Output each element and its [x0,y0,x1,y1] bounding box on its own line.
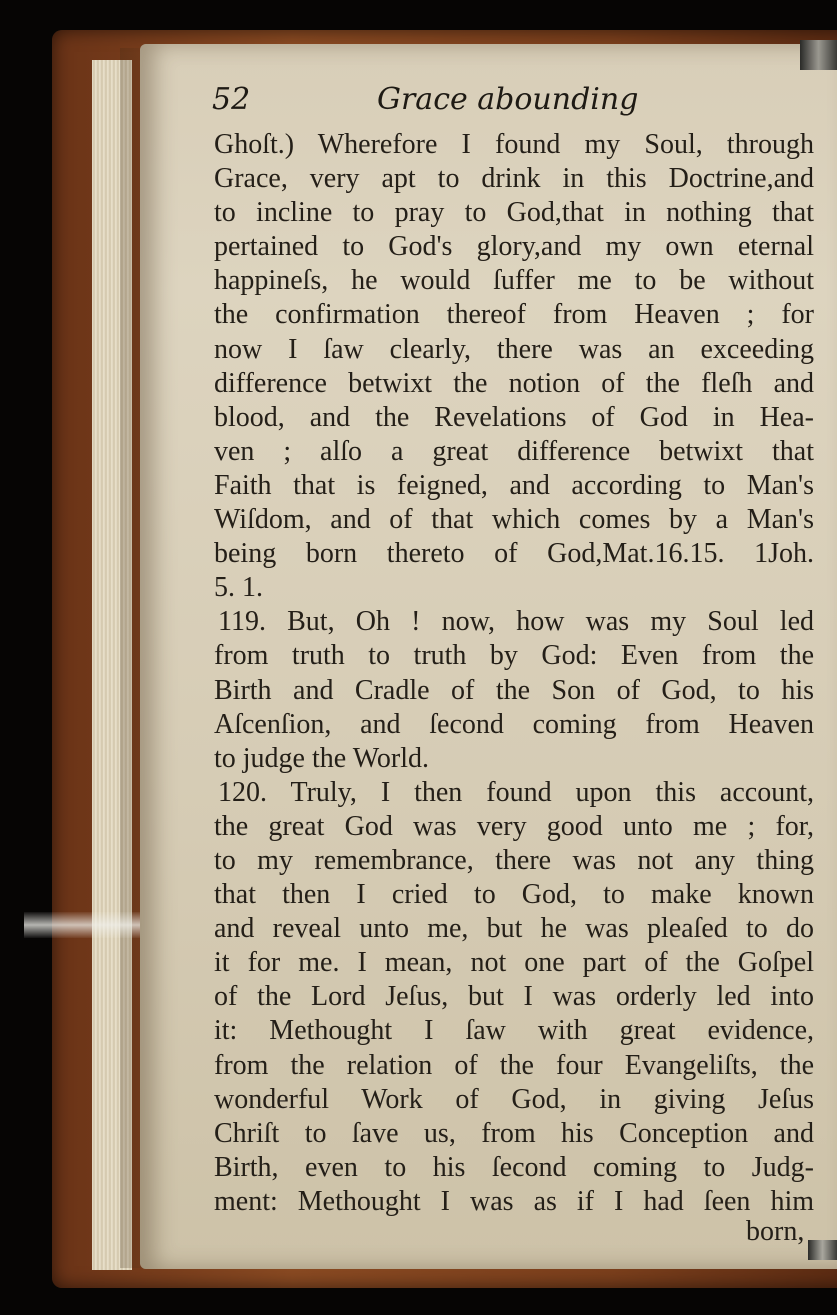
text-line: wonderful Work of God, in giving Jeſus [214,1083,814,1115]
text-line: to judge the World. [214,742,429,774]
text-line: it: Methought I ſaw with great evidence, [214,1015,814,1047]
text-line: from truth to truth by God: Even from the [214,640,814,672]
text-line: Aſcenſion, and ſecond coming from Heaven [214,708,814,740]
text-line: the great God was very good unto me ; for, [214,810,814,842]
text-line: ven ; alſo a great difference betwixt that [214,435,814,467]
text-line: to my remembrance, there was not any thing [214,844,814,876]
text-line: Wiſdom, and of that which comes by a Man's [214,504,814,536]
catchword: born, [746,1216,805,1247]
page-header [212,78,812,128]
text-line: Grace, very apt to drink in this Doctrine,and [214,163,814,195]
text-line: being born thereto of God,Mat.16.15. 1Joh. [214,538,814,570]
text-line: the confirmation thereof from Heaven ; for [214,299,814,331]
text-line: from the relation of the four Evangeliſts, the [214,1049,814,1081]
text-line: 119. But, Oh ! now, how was my Soul led [218,606,814,638]
text-line: and reveal unto me, but he was pleaſed to do [214,913,814,945]
clasp-top [800,40,837,70]
text-line: to incline to pray to God,that in nothing that [214,197,814,229]
running-title: Grace abounding [377,82,639,117]
body-text [214,128,814,1219]
text-line: of the Lord Jeſus, but I was orderly led into [214,981,814,1013]
text-line: 120. Truly, I then found upon this account, [218,776,814,808]
text-line: 5. 1. [214,572,263,604]
text-line: blood, and the Revelations of God in Hea- [214,401,814,433]
text-line: now I ſaw clearly, there was an exceeding [214,333,814,365]
text-line: Birth, even to his ſecond coming to Judg- [214,1151,814,1183]
text-line: happineſs, he would ſuffer me to be without [214,265,814,297]
text-line: Birth and Cradle of the Son of God, to his [214,674,814,706]
text-line: Faith that is feigned, and according to Man's [214,469,814,501]
text-line: it for me. I mean, not one part of the Goſpel [214,947,814,979]
text-line: pertained to God's glory,and my own eternal [214,231,814,263]
page-number: 52 [212,82,251,117]
text-line: that then I cried to God, to make known [214,879,814,911]
text-line: Ghoſt.) Wherefore I found my Soul, through [214,129,814,160]
text-line: Chriſt to ſave us, from his Conception and [214,1117,814,1149]
text-line: difference betwixt the notion of the fleſh and [214,367,814,399]
text-line: ment: Methought I was as if I had ſeen him [214,1185,814,1217]
clasp-bottom [808,1240,837,1260]
